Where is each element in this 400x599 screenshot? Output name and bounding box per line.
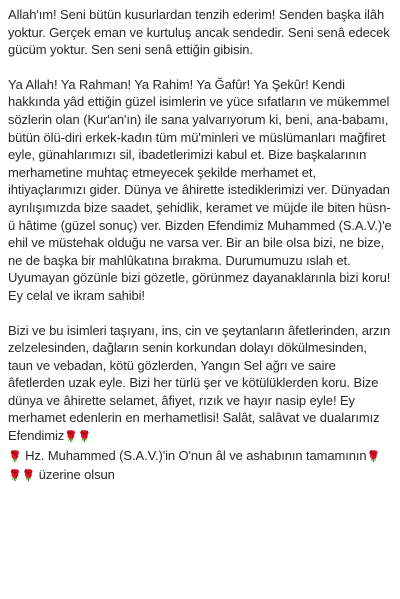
paragraph-gap (8, 305, 392, 322)
rose-emoji-icon: 🌹 (64, 431, 78, 444)
rose-emoji-icon: 🌹 (21, 470, 36, 483)
message-paragraph: Allah'ım! Seni bütün kusurlardan tenzih ederim! Senden başka ilâh yoktur. Gerçek eman ve kurtuluş ancak sendedir. Seni senâ edecek gücüm yoktur. Sen seni senâ ettiğin gibisin. (8, 7, 390, 58)
message-paragraph (8, 322, 392, 486)
message-text-segment: Bizi ve bu isimleri taşıyanı, ins, cin ve şeytanların âfetlerinden, arzın zelzelesinden, dağların senin korkundan dolayı dökülmesinden, taun ve vebadan, kötü gözlerden, Yangın Sel ağrı ve saire âfetlerden uzak eyle. Bizi her türlü şer ve kötülüklerden koru. Bize dünya ve âhirette selamet, âfiyet, rızık ve hayır nasip eyle! Ey merhamet edenlerin en merhametlisi! Salât, salâvat ve dualarımız Efendimiz (8, 322, 391, 444)
message-text-segment: üzerine olsun (35, 467, 115, 483)
paragraph-gap (8, 59, 392, 76)
rose-emoji-icon: 🌹 (8, 470, 22, 483)
rose-emoji-icon: 🌹 (366, 450, 381, 463)
rose-emoji-icon: 🌹 (8, 450, 22, 463)
rose-emoji-icon: 🌹 (77, 431, 92, 444)
message-paragraph: Ya Allah! Ya Rahman! Ya Rahim! Ya Ğafûr! Ya Şekûr! Kendi hakkında yâd ettiğin güzel isimlerin ve yüce sıfatların ve mükemmel sözlerin olan (Kur'an'ın) ile sana yalvarıyorum ki, beni, ana-babamı, bütün ölü-diri erkek-kadın tüm mü'minleri ve müslümanları mağfiret eyle, günahlarımızı sil, ibadetlerimizi kabul et. Bize başkalarının merhametine muhtaç etmeyecek şekilde merhamet et, ihtiyaçlarımızı gider. Dünya ve âhirette istediklerimizi ver. Dünyadan ayrılışımızda bize saadet, şehidlik, keramet ve müjde ile biten hüsn-ü hâtime (güzel sonuç) ver. Bizden Efendimiz Muhammed (S.A.V.)'e ehil ve müstehak olduğu ne varsa ver. Bir an bile olsa bizi, ne bize, ne de başka bir mahlûkatına bırakma. Durumumuzu ıslah et. Uyumayan gözünle bizi gözetle, görünmez dayanaklarınla bizi koru! Ey celal ve ikram sahibi! (8, 76, 392, 303)
message-text-segment: Hz. Muhammed (S.A.V.)'in O'nun âl ve ashabının tamamının (21, 447, 367, 463)
